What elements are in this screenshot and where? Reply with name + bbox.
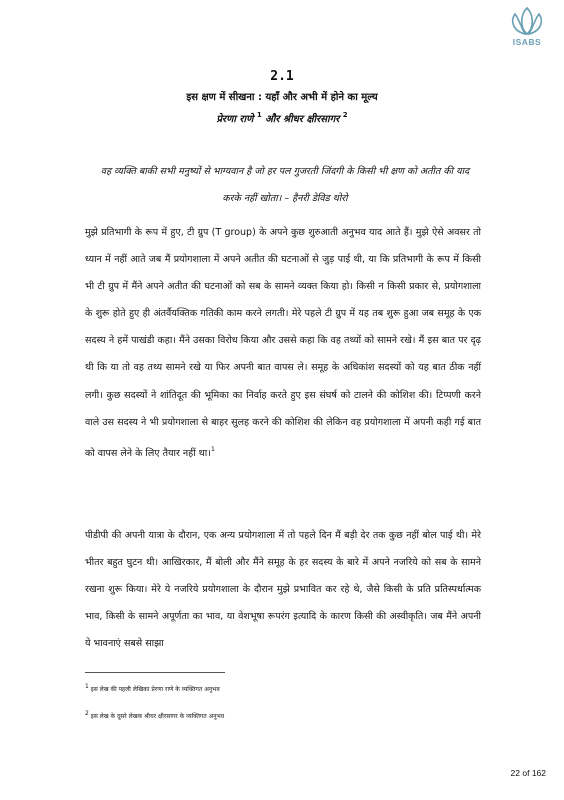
author-1: प्रेरणा राणे <box>216 114 254 125</box>
section-number: 2.1 <box>270 69 294 84</box>
footnote-1-number: 1 <box>85 683 89 690</box>
page-number: 22 of 162 <box>510 768 546 778</box>
authors-line <box>0 111 564 125</box>
footnote-2-text: इस लेख के दूसरे लेखक श्रीधर क्षीरसागर के व्यक्तिगत अनुभव <box>90 713 225 720</box>
authors-connector: और <box>265 114 280 125</box>
lotus-icon <box>507 6 547 36</box>
isabs-logo <box>504 6 550 47</box>
footnote-ref-2: 2 <box>342 111 348 119</box>
author-2: श्रीधर क्षीरसागर <box>282 114 340 125</box>
paragraph-2: पीडीपी की अपनी यात्रा के दौरान, एक अन्य प्रयोगशाला में तो पहले दिन मैं बड़ी देर तक कुछ नहीं बोल पाई थी। मेरे भीतर बहुत घुटन थी। आखिरकार, मैं बोली और मैंने समूह के हर सदस्य के बारे में अपने नजरिये को सब के सामने रखना शुरू किया। मेरे ये नजरिये प्रयोगशाला के दौरान मुझे प्रभावित कर रहे थे, जैसे किसी के प्रति प्रतिस्पर्धात्मक भाव, किसी के सामने अपूर्णता का भाव, या वेशभूषा रूपरंग इत्यादि के कारण किसी की अस्वीकृति। जब मैंने अपनी ये भावनाएं सबसे साझा <box>85 530 481 650</box>
paragraph-1 <box>85 219 481 467</box>
footnote-2 <box>85 710 505 720</box>
footnote-1-text: इस लेख की पहली लेखिका प्रेरणा राणे के व्यक्तिगत अनुभव <box>90 686 220 693</box>
paragraph-1-text: मुझे प्रतिभागी के रूप में हुए, टी ग्रुप (T group) के अपने कुछ शुरुआती अनुभव याद आते हैं। मुझे ऐसे अवसर तो ध्यान में नहीं आते जब मैं प्रयोगशाला में अपने अतीत की घटनाओं से जुड़ पाई थी, या कि प्रतिभागी के रूप में किसी भी टी ग्रुप में मैंने अपने अतीत की घटनाओं को सब के सामने व्यक्त किया हो। किसी न किसी प्रकार से, प्रयोगशाला के शुरू होते हुए ही अंतर्वैयक्तिक गतिकी काम करने लगती। मेरे पहले टी ग्रुप में यह तब शुरू हुआ जब समूह के एक सदस्य ने हमें पाखंडी कहा। मैंने उसका विरोध किया और उससे कहा कि वह तथ्यों को सामने रखे। मैं इस बात पर दृढ़ थी कि या तो वह तथ्य सामने रखे या फिर अपनी बात वापस ले। समूह के अधिकांश सदस्यों को यह बात ठीक नहीं लगी। कुछ सदस्यों ने शांतिदूत की भूमिका का निर्वाह करते हुए इस संघर्ष को टालने की कोशिश की। टिप्पणी करने वाले उस सदस्य ने भी प्रयोगशाला से बाहर सुलह करने की कोशिश की लेकिन वह प्रयोगशाला में अपनी कही गई बात को वापस लेने के लिए तैयार नहीं था। <box>85 227 481 459</box>
footnote-divider <box>85 672 225 673</box>
article-title: इस क्षण में सीखना : यहाँ और अभी में होने का मूल्य <box>186 92 378 103</box>
footnote-1 <box>85 683 505 693</box>
epigraph-quote: वह व्यक्ति बाकी सभी मनुष्यों से भाग्यवान है जो हर पल गुजरती जिंदगी के किसी भी क्षण को अतीत की याद करके नहीं खोता। – हैनरी डेविड थोरो <box>100 166 470 204</box>
logo-text: ISABS <box>512 37 542 47</box>
footnote-ref-1: 1 <box>256 111 262 119</box>
paragraph-1-footnote-ref: 1 <box>210 444 215 453</box>
footnote-2-number: 2 <box>85 710 89 717</box>
